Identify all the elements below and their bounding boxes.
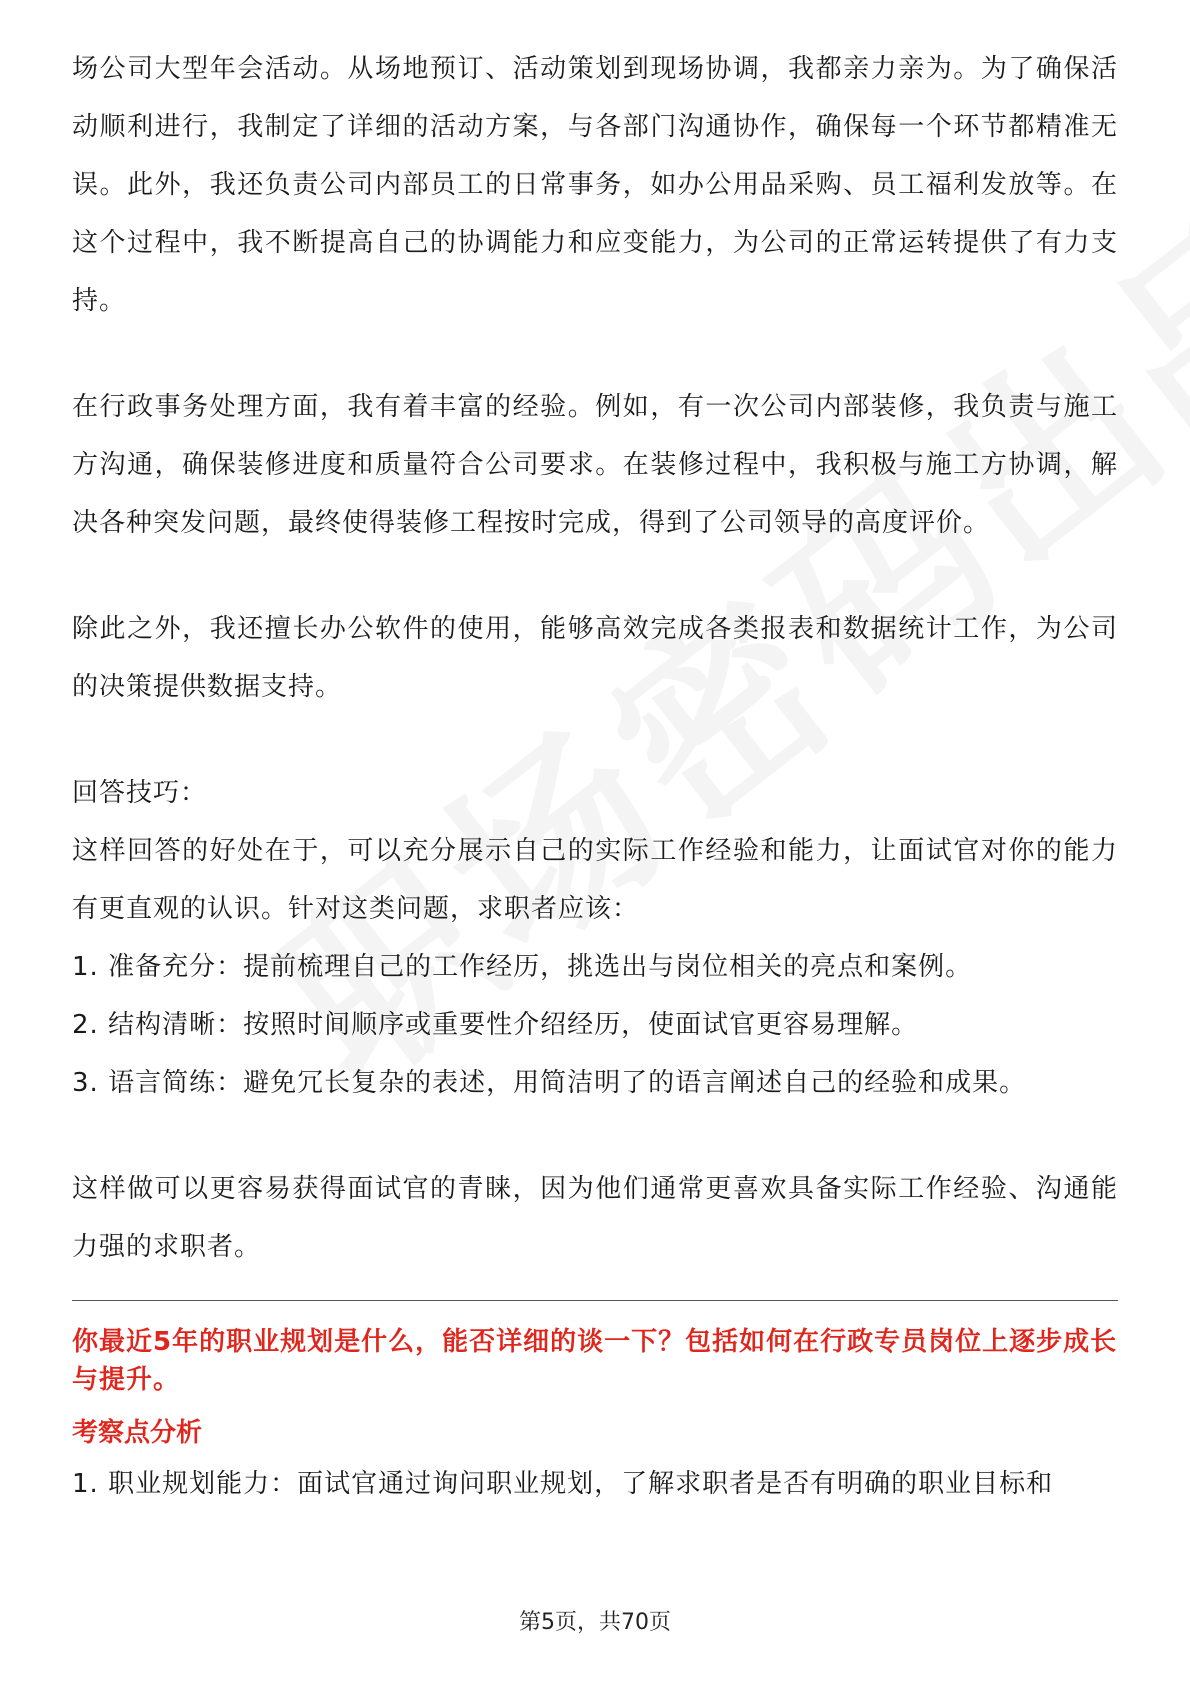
- document-page: [72, 40, 1118, 1513]
- tips-item: 3. 语言简练：避免冗长复杂的表述，用简洁明了的语言阐述自己的经验和成果。: [72, 1068, 1027, 1098]
- page-number: 第5页，共70页: [519, 1610, 671, 1635]
- paragraph-event-planning: 场公司大型年会活动。从场地预订、活动策划到现场协调，我都亲力亲为。为了确保活动顺利进行，我制定了详细的活动方案，与各部门沟通协作，确保每一个环节都精准无误。此外，我还负责公司内部员工的日常事务，如办公用品采购、员工福利发放等。在这个过程中，我不断提高自己的协调能力和应变能力，为公司的正常运转提供了有力支持。: [72, 54, 1118, 316]
- section-divider: [72, 1300, 1118, 1301]
- analysis-item: 1. 职业规划能力：面试官通过询问职业规划，了解求职者是否有明确的职业目标和: [72, 1469, 1054, 1499]
- tips-heading: 回答技巧：: [72, 778, 208, 808]
- tips-item: 2. 结构清晰：按照时间顺序或重要性介绍经历，使面试官更容易理解。: [72, 1010, 919, 1040]
- tips-intro: 这样回答的好处在于，可以充分展示自己的实际工作经验和能力，让面试官对你的能力有更直观的认识。针对这类问题，求职者应该：: [72, 836, 1118, 924]
- paragraph-admin-affairs: 在行政事务处理方面，我有着丰富的经验。例如，有一次公司内部装修，我负责与施工方沟通，确保装修进度和质量符合公司要求。在装修过程中，我积极与施工方协调，解决各种突发问题，最终使得装修工程按时完成，得到了公司领导的高度评价。: [72, 392, 1118, 538]
- tips-item: 1. 准备充分：提前梳理自己的工作经历，挑选出与岗位相关的亮点和案例。: [72, 952, 973, 982]
- analysis-heading: 考察点分析: [72, 1418, 203, 1448]
- paragraph-office-software: 除此之外，我还擅长办公软件的使用，能够高效完成各类报表和数据统计工作，为公司的决策提供数据支持。: [72, 614, 1118, 702]
- tips-conclusion: 这样做可以更容易获得面试官的青睐，因为他们通常更喜欢具备实际工作经验、沟通能力强的求职者。: [72, 1174, 1118, 1262]
- interview-question: 你最近5年的职业规划是什么，能否详细的谈一下？包括如何在行政专员岗位上逐步成长与提升。: [72, 1327, 1118, 1395]
